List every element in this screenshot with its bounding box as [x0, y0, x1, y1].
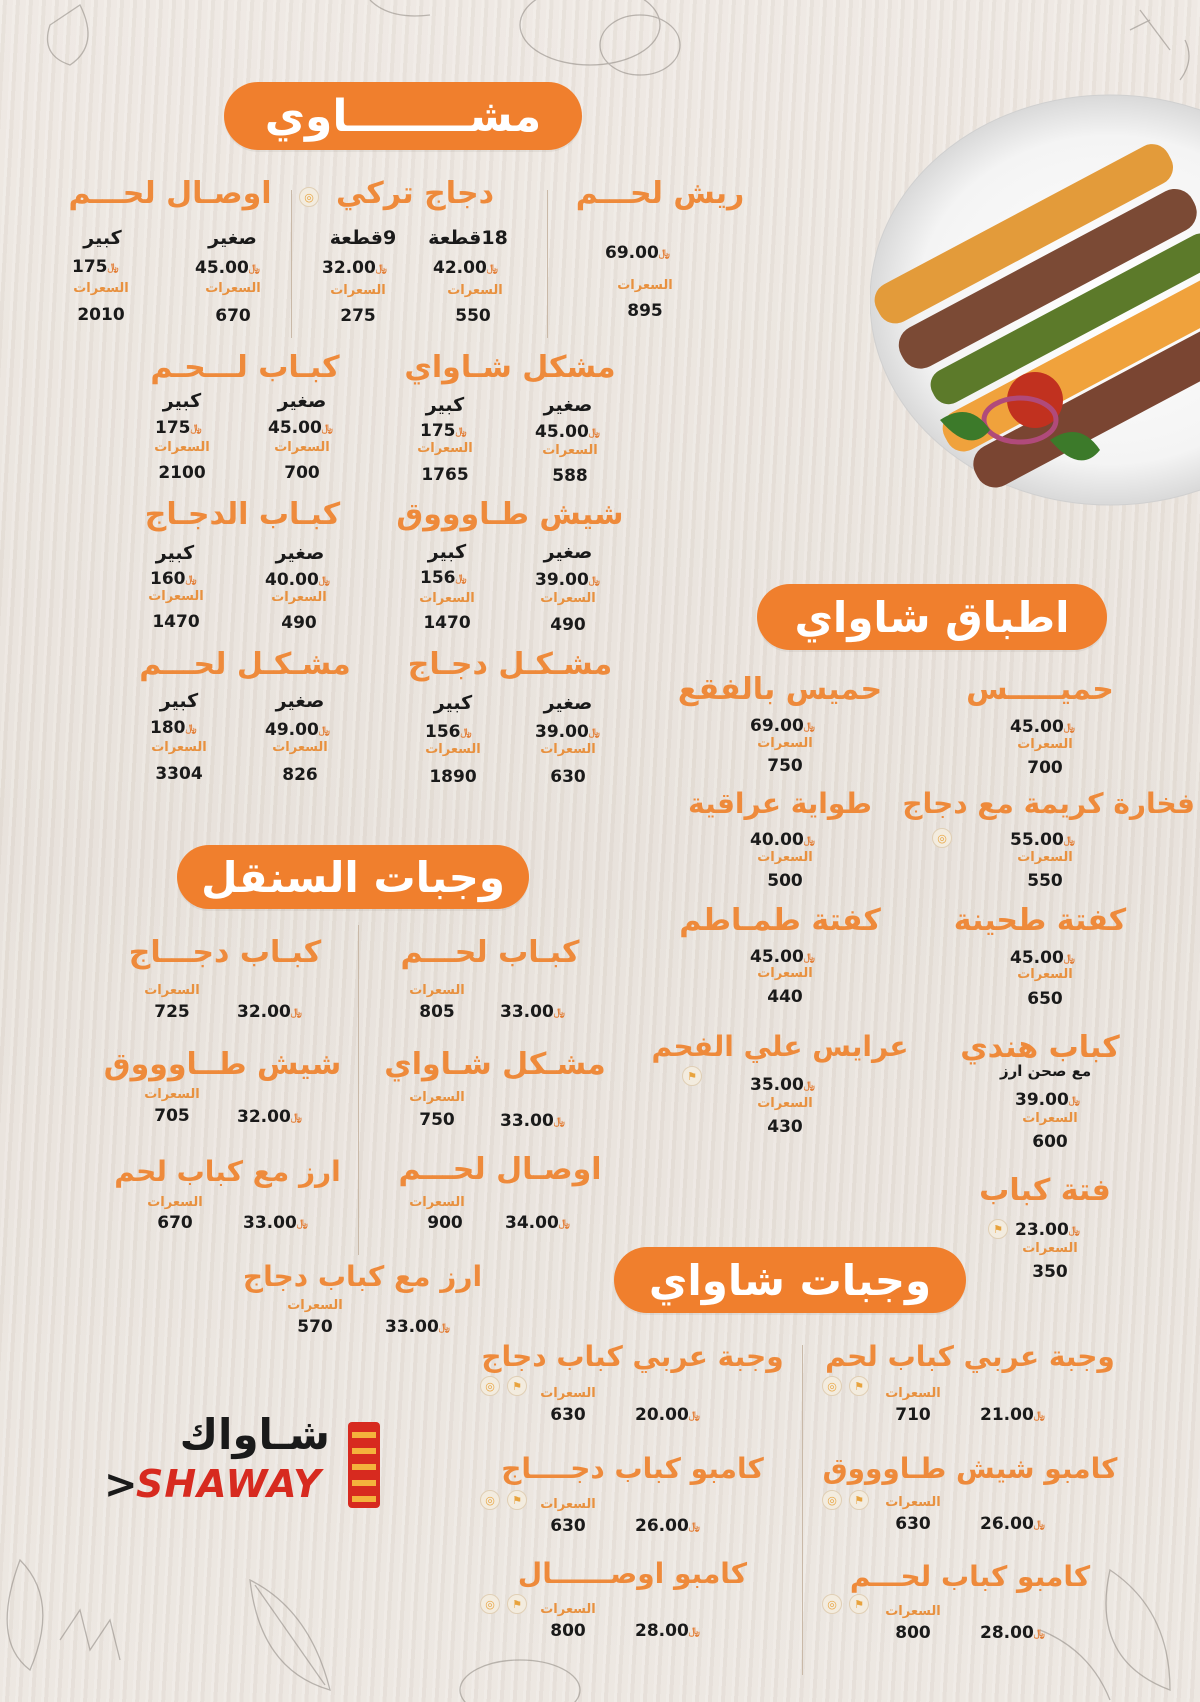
calories-label: السعرات [409, 983, 465, 998]
calories-label: السعرات [540, 1602, 596, 1617]
item-title: كامبو اوصــــــال [517, 1557, 748, 1590]
calories-label: السعرات [287, 1298, 343, 1313]
item-title: مشكل شـاواي [404, 350, 616, 385]
calories-label: السعرات [542, 443, 598, 458]
calories-value: 630 [895, 1514, 931, 1534]
calories-value: 570 [297, 1317, 333, 1337]
calories-label: السعرات [271, 590, 327, 605]
calories-value: 2010 [77, 305, 125, 325]
size-label: كبير [155, 542, 195, 564]
item-price: ﷼45.00 [535, 422, 600, 442]
calories-value: 1765 [421, 465, 469, 485]
drink-icon: ⚑ [849, 1490, 869, 1510]
item-price: ﷼33.00 [500, 1002, 565, 1022]
meal-icon: ◎ [822, 1376, 842, 1396]
calories-value: 275 [340, 306, 376, 326]
item-price: ﷼32.00 [237, 1107, 302, 1127]
calories-value: 550 [455, 306, 491, 326]
item-title: ريش لحـــم [575, 176, 745, 211]
meal-icon: ◎ [822, 1594, 842, 1614]
size-label: كبير [427, 541, 467, 563]
calories-label: السعرات [885, 1386, 941, 1401]
section-mashawi-header: مشــــــــاوي [224, 82, 582, 150]
calories-value: 630 [550, 1516, 586, 1536]
divider [358, 925, 359, 1255]
item-title: دجاج تركي [335, 176, 495, 211]
dish-icon: ◎ [932, 828, 952, 848]
size-label: صغير [275, 690, 325, 712]
food-plate-image [870, 90, 1200, 520]
item-price: ﷼49.00 [265, 720, 330, 740]
item-price: ﷼28.00 [980, 1623, 1045, 1643]
calories-label: السعرات [144, 1087, 200, 1102]
calories-label: السعرات [1017, 967, 1073, 982]
size-label: صغير [277, 390, 327, 412]
calories-value: 750 [767, 756, 803, 776]
calories-value: 725 [154, 1002, 190, 1022]
size-label: كبير [159, 690, 199, 712]
section-atbaq-header: اطباق شاواي [757, 584, 1107, 650]
item-price: ﷼35.00 [750, 1075, 815, 1095]
calories-label: السعرات [757, 1096, 813, 1111]
calories-value: 826 [282, 765, 318, 785]
calories-label: السعرات [540, 1386, 596, 1401]
calories-label: السعرات [144, 983, 200, 998]
calories-label: السعرات [885, 1495, 941, 1510]
item-price: ﷼160 [150, 569, 197, 589]
spicy-icon: ◎ [299, 187, 319, 207]
item-title: كامبو شيش طـاوووق [822, 1452, 1118, 1485]
item-title: كبـاب دجـــاج [128, 935, 322, 970]
item-title: كفتة طحينة [953, 903, 1127, 938]
calories-value: 800 [895, 1623, 931, 1643]
item-subtitle: مع صحن ارز [1000, 1062, 1092, 1080]
size-label: كبير [425, 394, 465, 416]
calories-label: السعرات [154, 440, 210, 455]
calories-value: 750 [419, 1110, 455, 1130]
calories-value: 430 [767, 1117, 803, 1137]
logo-arabic: شـاواك [179, 1410, 330, 1459]
calories-label: السعرات [1022, 1111, 1078, 1126]
item-price: ﷼45.00 [1010, 948, 1075, 968]
item-price: ﷼33.00 [243, 1213, 308, 1233]
item-title: كبـاب لـــحـم [150, 350, 340, 385]
calories-value: 1470 [423, 613, 471, 633]
size-label: صغير [543, 692, 593, 714]
calories-value: 900 [427, 1213, 463, 1233]
item-price: ﷼45.00 [195, 258, 260, 278]
item-title: كبـاب لحـــم [400, 935, 580, 970]
item-price: ﷼69.00 [750, 716, 815, 736]
size-label: 9قطعة [329, 227, 397, 249]
calories-label: السعرات [1017, 737, 1073, 752]
calories-value: 440 [767, 987, 803, 1007]
calories-value: 490 [281, 613, 317, 633]
meal-icon: ◎ [480, 1594, 500, 1614]
meal-icon: ◎ [822, 1490, 842, 1510]
drink-icon: ⚑ [849, 1376, 869, 1396]
calories-value: 700 [284, 463, 320, 483]
calories-label: السعرات [274, 440, 330, 455]
calories-label: السعرات [409, 1195, 465, 1210]
calories-label: السعرات [540, 591, 596, 606]
calories-label: السعرات [757, 966, 813, 981]
calories-label: السعرات [330, 283, 386, 298]
size-label: صغير [543, 541, 593, 563]
calories-value: 1890 [429, 767, 477, 787]
item-price: ﷼45.00 [1010, 717, 1075, 737]
item-price: ﷼23.00 [1015, 1220, 1080, 1240]
calories-label: السعرات [757, 850, 813, 865]
item-price: ﷼156 [420, 568, 467, 588]
section-wajbat-header: وجبات شاواي [614, 1247, 966, 1313]
item-title: كبـاب الدجـاج [144, 497, 341, 532]
calories-value: 630 [550, 1405, 586, 1425]
item-title: طواية عراقية [688, 787, 872, 820]
item-price: ﷼42.00 [433, 258, 498, 278]
item-title: كامبو كباب لحـــم [849, 1560, 1091, 1593]
calories-label: السعرات [540, 742, 596, 757]
divider [291, 190, 292, 338]
item-title: حميس بالفقع [677, 672, 883, 707]
calories-value: 600 [1032, 1132, 1068, 1152]
item-price: ﷼33.00 [385, 1317, 450, 1337]
item-price: ﷼28.00 [635, 1621, 700, 1641]
calories-value: 670 [157, 1213, 193, 1233]
calories-value: 500 [767, 871, 803, 891]
item-title: كفتة طمـاطم [679, 903, 881, 938]
calories-label: السعرات [447, 283, 503, 298]
skewer-icon [346, 1422, 382, 1508]
calories-label: السعرات [272, 740, 328, 755]
meal-icon: ⚑ [682, 1066, 702, 1086]
item-price: ﷼69.00 [605, 243, 670, 263]
calories-label: السعرات [1017, 850, 1073, 865]
calories-value: 895 [627, 301, 663, 321]
calories-label: السعرات [417, 441, 473, 456]
item-price: ﷼32.00 [322, 258, 387, 278]
size-label: 18قطعة [428, 227, 508, 249]
calories-value: 3304 [155, 764, 203, 784]
drink-icon: ⚑ [507, 1490, 527, 1510]
calories-value: 800 [550, 1621, 586, 1641]
meal-icon: ◎ [480, 1490, 500, 1510]
item-price: ﷼21.00 [980, 1405, 1045, 1425]
calories-label: السعرات [73, 281, 129, 296]
item-price: ﷼175 [155, 418, 202, 438]
size-label: كبير [162, 390, 202, 412]
calories-label: السعرات [425, 742, 481, 757]
item-price: ﷼40.00 [265, 570, 330, 590]
calories-label: السعرات [148, 589, 204, 604]
item-price: ﷼175 [72, 257, 119, 277]
item-title: وجبة عربي كباب لحم [825, 1340, 1115, 1373]
logo-arrow-icon: > [104, 1462, 138, 1508]
calories-label: السعرات [540, 1497, 596, 1512]
item-price: ﷼33.00 [500, 1111, 565, 1131]
calories-label: السعرات [419, 591, 475, 606]
item-price: ﷼39.00 [535, 570, 600, 590]
item-price: ﷼180 [150, 718, 197, 738]
logo-latin: SHAWAY [136, 1462, 322, 1506]
drink-icon: ⚑ [507, 1594, 527, 1614]
item-title: وجبة عربي كباب دجاج [481, 1340, 784, 1373]
item-price: ﷼26.00 [635, 1516, 700, 1536]
calories-label: السعرات [1022, 1241, 1078, 1256]
drink-icon: ⚑ [849, 1594, 869, 1614]
item-price: ﷼40.00 [750, 830, 815, 850]
item-price: ﷼20.00 [635, 1405, 700, 1425]
item-title: ارز مع كباب لحم [114, 1155, 341, 1188]
item-title: فتة كباب [979, 1173, 1111, 1208]
calories-label: السعرات [147, 1195, 203, 1210]
item-title: فخارة كريمة مع دجاج [902, 787, 1195, 820]
calories-value: 1470 [152, 612, 200, 632]
divider [547, 190, 548, 338]
item-title: مشـكـل دجـاج [407, 647, 613, 682]
item-title: شيش طـاوووق [396, 497, 624, 532]
calories-label: السعرات [885, 1604, 941, 1619]
item-title: حميـــــس [966, 672, 1114, 707]
item-price: ﷼39.00 [535, 722, 600, 742]
item-price: ﷼156 [425, 722, 472, 742]
calories-value: 630 [550, 767, 586, 787]
size-label: صغير [543, 394, 593, 416]
calories-label: السعرات [409, 1090, 465, 1105]
item-price: ﷼39.00 [1015, 1090, 1080, 1110]
item-price: ﷼26.00 [980, 1514, 1045, 1534]
calories-value: 670 [215, 306, 251, 326]
calories-value: 350 [1032, 1262, 1068, 1282]
calories-label: السعرات [151, 740, 207, 755]
item-title: اوصـال لحـــم [398, 1152, 602, 1187]
item-title: مشـكـل لحـــم [139, 647, 351, 682]
item-title: عرايس علي الفحم [651, 1030, 909, 1063]
item-title: كامبو كباب دجــــاج [501, 1452, 764, 1485]
item-price: ﷼175 [420, 421, 467, 441]
item-price: ﷼45.00 [268, 418, 333, 438]
item-title: كباب هندي [960, 1030, 1120, 1065]
size-label: كبير [433, 692, 473, 714]
meal-icon: ◎ [480, 1376, 500, 1396]
size-label: صغير [208, 227, 257, 249]
item-price: ﷼34.00 [505, 1213, 570, 1233]
calories-value: 805 [419, 1002, 455, 1022]
calories-value: 550 [1027, 871, 1063, 891]
item-title: مشـكل شـاواي [384, 1047, 606, 1082]
calories-label: السعرات [757, 736, 813, 751]
meal-icon: ⚑ [988, 1219, 1008, 1239]
item-title: ارز مع كباب دجاج [242, 1260, 483, 1293]
size-label: كبير [83, 227, 122, 249]
drink-icon: ⚑ [507, 1376, 527, 1396]
item-title: اوصـال لحـــم [68, 176, 272, 211]
item-price: ﷼32.00 [237, 1002, 302, 1022]
section-sanqal-header: وجبات السنقل [177, 845, 529, 909]
calories-label: السعرات [205, 281, 261, 296]
divider [802, 1345, 803, 1675]
calories-label: السعرات [617, 278, 673, 293]
calories-value: 2100 [158, 463, 206, 483]
calories-value: 705 [154, 1106, 190, 1126]
item-title: شيش طــاوووق [103, 1047, 342, 1082]
size-label: صغير [275, 542, 325, 564]
calories-value: 490 [550, 615, 586, 635]
calories-value: 650 [1027, 989, 1063, 1009]
item-price: ﷼55.00 [1010, 830, 1075, 850]
calories-value: 700 [1027, 758, 1063, 778]
calories-value: 588 [552, 466, 588, 486]
item-price: ﷼45.00 [750, 947, 815, 967]
brand-logo [100, 1410, 390, 1520]
calories-value: 710 [895, 1405, 931, 1425]
